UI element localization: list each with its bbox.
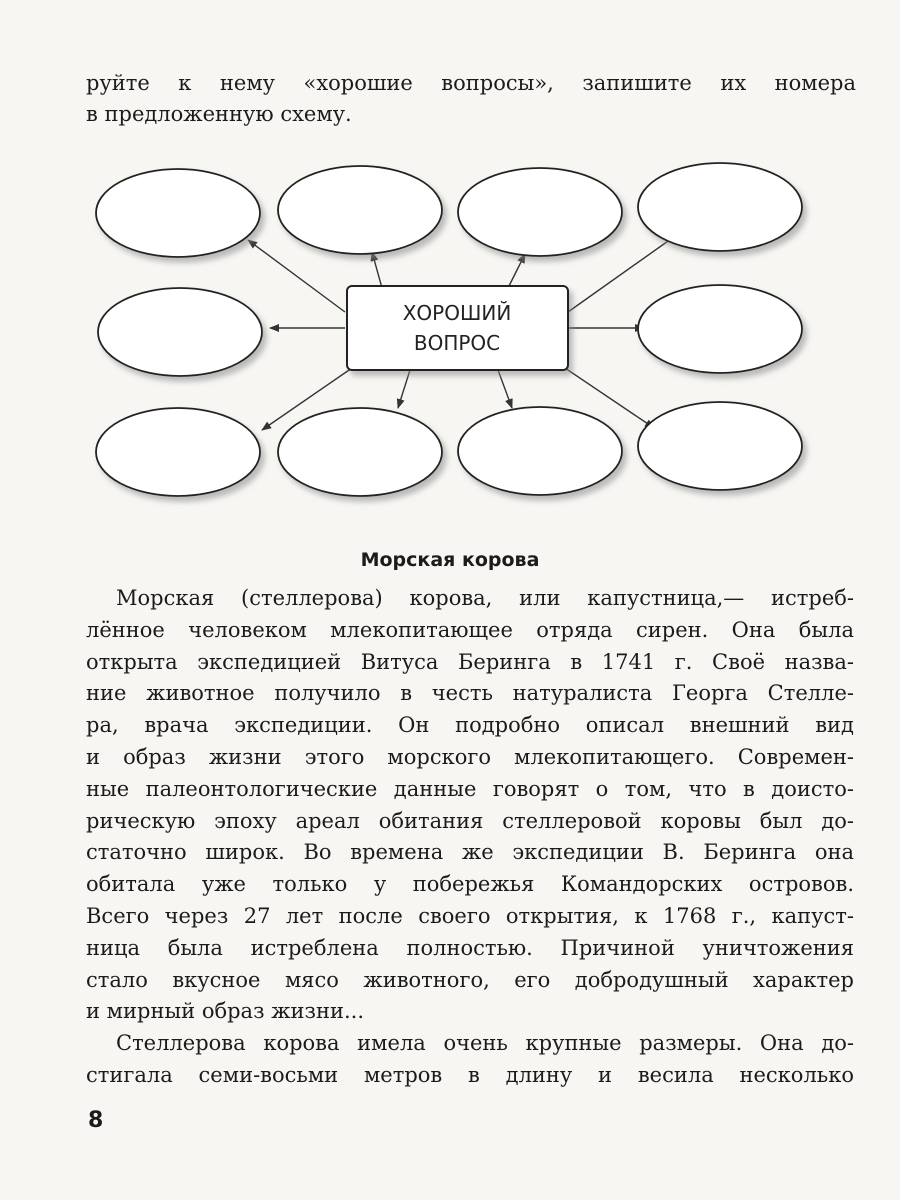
blank-oval[interactable]	[638, 163, 802, 251]
blank-oval[interactable]	[98, 288, 262, 376]
blank-oval[interactable]	[638, 402, 802, 490]
good-question-diagram	[0, 150, 900, 510]
blank-oval[interactable]	[96, 408, 260, 496]
text-line: ние животное получило в честь натуралиста Георга Стелле-	[86, 681, 854, 706]
blank-oval[interactable]	[458, 168, 622, 256]
text-line: Всего через 27 лет после своего открытия, к 1768 г., капуст-	[86, 903, 854, 928]
blank-oval[interactable]	[96, 169, 260, 257]
blank-oval[interactable]	[278, 166, 442, 254]
text-line: лённое человеком млекопитающее отряда сирен. Она была	[86, 617, 854, 642]
text-line: и образ жизни этого морского млекопитающего. Современ-	[86, 744, 854, 769]
article-title: Морская корова	[360, 549, 540, 571]
intro-line: в предложенную схему.	[86, 102, 352, 126]
arrow-top-mid-right	[508, 254, 525, 288]
text-line: обитала уже только у побережья Командорских островов.	[86, 872, 854, 897]
text-line: Морская (стеллерова) корова, или капустница,— истреб-	[116, 586, 854, 610]
page-number: 8	[88, 1108, 104, 1133]
article-body	[86, 583, 854, 1092]
center-label-line1: ХОРОШИЙ	[402, 301, 512, 325]
text-line: и мирный образ жизни...	[86, 999, 364, 1024]
arrow-bottom-mid-left	[398, 370, 410, 408]
intro-line: руйте к нему «хорошие вопросы», запишите их номера	[86, 71, 856, 95]
text-line: Стеллерова корова имела очень крупные размеры. Она до-	[116, 1031, 854, 1056]
text-line: статочно широк. Во времена же экспедиции В. Беринга она	[86, 840, 854, 865]
text-line: стигала семи-восьми метров в длину и весила несколько	[86, 1062, 854, 1087]
arrow-top-mid-left	[372, 252, 382, 288]
blank-oval[interactable]	[458, 407, 622, 495]
text-line: ница была истреблена полностью. Причиной уничтожения	[86, 935, 854, 960]
text-line: ные палеонтологические данные говорят о том, что в доисто-	[86, 776, 854, 801]
center-box	[347, 286, 568, 370]
blank-oval[interactable]	[278, 408, 442, 496]
text-line: стало вкусное мясо животного, его добродушный характер	[86, 967, 854, 992]
text-line: рическую эпоху ареал обитания стеллеровой коровы был до-	[86, 808, 854, 833]
text-line: открыта экспедицией Витуса Беринга в 1741 г. Своё назва-	[86, 649, 854, 674]
text-line: ра, врача экспедиции. Он подробно описал внешний вид	[86, 713, 854, 738]
center-label-line2: ВОПРОС	[413, 331, 501, 355]
intro-text	[86, 68, 856, 130]
arrow-bottom-mid-right	[498, 370, 512, 408]
blank-oval[interactable]	[638, 285, 802, 373]
